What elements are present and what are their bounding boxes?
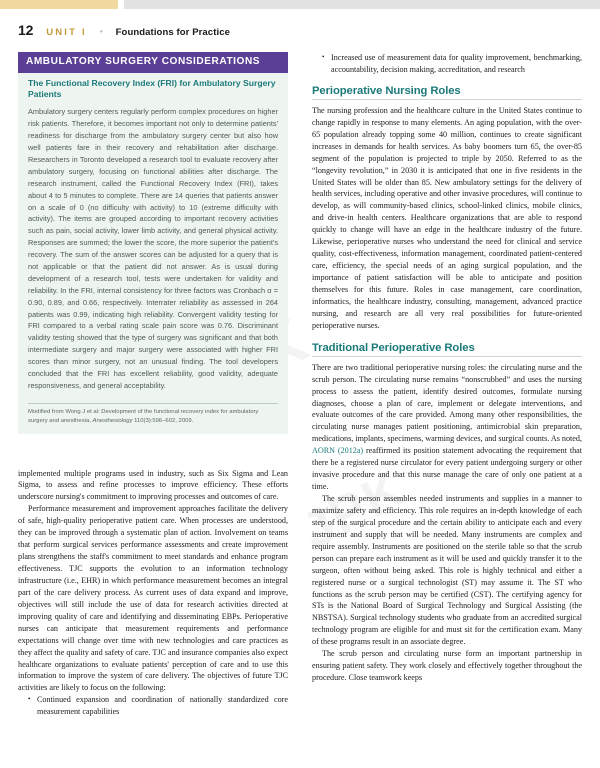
right-paragraph-4: The scrub person and circulating nurse form an important partnership in ensuring patient safety. They work closely and effectively together throughout the procedure. Close teamwork keeps bbox=[312, 649, 582, 683]
page-body bbox=[18, 52, 582, 758]
feature-box-source-citation bbox=[18, 404, 288, 434]
list-item: • Continued expansion and coordination of nationally standardized core measurement capabilities bbox=[28, 694, 288, 718]
feature-box-ambulatory-surgery-considerations bbox=[18, 52, 288, 434]
top-rule-tan-segment bbox=[0, 0, 118, 9]
left-column bbox=[18, 52, 288, 719]
running-head-title: Foundations for Practice bbox=[115, 27, 230, 38]
source-prefix: Modified from Wong J et al: Development of the functional recovery index for ambulatory surgery and anesthesia, bbox=[28, 408, 259, 424]
page-number: 12 bbox=[18, 22, 34, 38]
feature-box-subtitle: The Functional Recovery Index (FRI) for Ambulatory Surgery Patients bbox=[28, 77, 276, 100]
citation-link-aorn[interactable]: AORN (2012a) bbox=[312, 446, 364, 456]
right-column bbox=[312, 52, 582, 684]
left-bullet-list bbox=[18, 694, 288, 718]
running-head bbox=[18, 22, 578, 40]
source-suffix: 110(3):596–602, 2009. bbox=[132, 417, 194, 424]
paragraph-text-part-a: There are two traditional perioperative nursing roles: the circulating nurse and the scrub person. The circulating nurse remains “nonscrubbed” and uses the nursing process to assess the patient, identify desired outcomes, formulate nursing diagnoses, choose a plan of care, implement or delegate interventions, and evaluate outcomes of the care provided. Among many other responsibilities, the circulating nurse manages patient positioning, antimicrobial skin preparation, medications, implants, specimens, warming devices, and surgical counts. As noted, bbox=[312, 362, 582, 444]
right-paragraph-1: The nursing profession and the healthcare culture in the United States continue to change rapidly in response to many elements. An aging population, with the over-65 population already topping some 40 million, continues to create significant increases in demands for health services. As baby boomers turn 65, the over-85 segment of the population is projected to triple by 2050. Referred to as the “longevity revolution,” in 2030 it is anticipated that one in five residents in the United States will be older than 85. New ambulatory settings for the delivery of health services, including operative and other invasive procedures, will continue to develop, as will community-based clinics, school-linked clinics, mobile clinics, and drive-in health centers. Healthcare organizations that are able to respond quickly to change will have an edge in the healthcare industry of the future. Likewise, perioperative nurses who understand the need for clinical and service quality, cost-effectiveness, information management, coordinated patient-centered care, efficiency, the special needs of an aging surgical population, and the importance of patient satisfaction will be able to anticipate and position themselves for this future. Roles in case management, care coordination, informatics, the healthcare industry, consulting, management, advanced practice nursing, and research are all very real possibilities for future-oriented perioperative nurses. bbox=[312, 105, 582, 330]
running-head-separator: • bbox=[99, 27, 103, 36]
paragraph-text-part-b: reaffirmed its position statement advocating the requirement that there be a registered nurse circulator for every patient undergoing surgery or other invasive procedure and that this nurse manage the care of only one patient at a time. bbox=[312, 446, 583, 492]
feature-box-body bbox=[18, 104, 288, 395]
column-spacer bbox=[18, 434, 288, 468]
top-rule-grey-segment bbox=[124, 0, 600, 9]
right-bullet-list bbox=[312, 52, 582, 76]
page-top-rule bbox=[0, 0, 600, 10]
list-item: • Increased use of measurement data for quality improvement, benchmarking, accountability, decision making, accreditation, and research bbox=[322, 52, 582, 76]
left-paragraph-1: implemented multiple programs used in industry, such as Six Sigma and Lean Sigma, to assess and refine processes to improve efficiency. These efforts underscore nursing's commitment to improving processes and outcomes of care. bbox=[18, 468, 288, 502]
feature-box-paragraph: Ambulatory surgery centers regularly perform complex procedures on higher risk patients. Therefore, it becomes important not only to determine patients' readiness for discharge from the ambulatory surgery center but also how well patients fare in their recovery and rehabilitation after discharge. Researchers in Toronto developed a research tool to evaluate recovery after ambulatory surgery, focusing on functional abilities after discharge. The research instrument, called the Functional Recovery Index (FRI), takes about 4 to 5 minutes to complete. There are 14 queries that patients answer on a scale of 0 (no difficulty with activity) to 10 (extreme difficulty with activity). The items are grouped according to important recovery activities such as pain, social activity, lower limb activity, and general physical activity. Responses are summed; the lower the score, the more superior the patient's recovery. The sum of the answer scores can be adjusted for a query that is not applicable or that the patient did not answer. As is usual during development of a research tool, tests were undertaken for validity and reliability. In the FRI, internal consistency for three factors was Cronbach α = 0.90, 0.89, and 0.66, respectively. Interrater reliability as assessed in 264 patients was 0.99, indicating high reliability. Convergent validity testing for FRI compared to a verbal rating scale pain score was 0.76. Discriminant validity testing showed that the type of surgery was significant and that both intermediate surgery and major surgery were associated with higher FRI scores than minor surgery, not an unusual finding. The tool developers concluded that the FRI has excellent reliability, good validity, adequate responsiveness, and general acceptability. bbox=[28, 107, 278, 390]
right-paragraph-3: The scrub person assembles needed instruments and supplies in a manner to maximize safety and efficiency. This role requires an in-depth knowledge of each step of the surgical procedure and the certain ability to anticipate each and every instrument and supply that will be needed. Many instruments are complex and require assembly. Instruments are positioned on the sterile table so that the scrub person can prepare each instrument as it will be used and quickly transfer it to the surgeon, often without being asked. This role is highly technical and either a registered nurse or a surgical technologist (ST) may assume it. The ST who functions as the scrub person may be certified (CST). The certifying agency for STs is the National Board of Surgical Technology and Surgical Assisting (the NBSTSA). Surgical technology students who graduate from an accredited surgical technology program are eligible for and must sit for the certification exam. Many of these programs result in an associate degree. bbox=[312, 494, 582, 647]
section-heading-perioperative-nursing-roles: Perioperative Nursing Roles bbox=[312, 85, 582, 100]
left-paragraph-2: Performance measurement and improvement approaches facilitate the delivery of safe, high-quality perioperative patient care. When processes are understood, they can be improved through a systematic plan of action. Involvement on teams that perform surgical services performance assessments and create improvement plans strengthens the staff's commitment to meet standards and enhance program effectiveness. TJC supports the evolution to an information technology infrastructure (i.e., EHR) in which performance measurement becomes an integral part of the care delivery process. As current uses of data expand and improve, objectives will still include the use of data for research activities directed at improving quality of care and identifying and disseminating EBPs. Perioperative nurses can anticipate that measurement requirements and performance expectations will change over time with new technologies and care practices as they affect the quality and safety of care. TJC and insurance companies also expect healthcare organizations to evaluate patients' perception of care and to use this information to improve the system of care delivery. The objectives of future TJC activities are likely to focus on the following: bbox=[18, 504, 288, 693]
unit-label: UNIT I bbox=[46, 27, 87, 38]
source-journal-title: Anesthesiology bbox=[92, 417, 133, 424]
section-heading-traditional-perioperative-roles: Traditional Perioperative Roles bbox=[312, 342, 582, 357]
right-paragraph-2 bbox=[312, 362, 582, 493]
feature-box-header: AMBULATORY SURGERY CONSIDERATIONS bbox=[18, 52, 288, 73]
